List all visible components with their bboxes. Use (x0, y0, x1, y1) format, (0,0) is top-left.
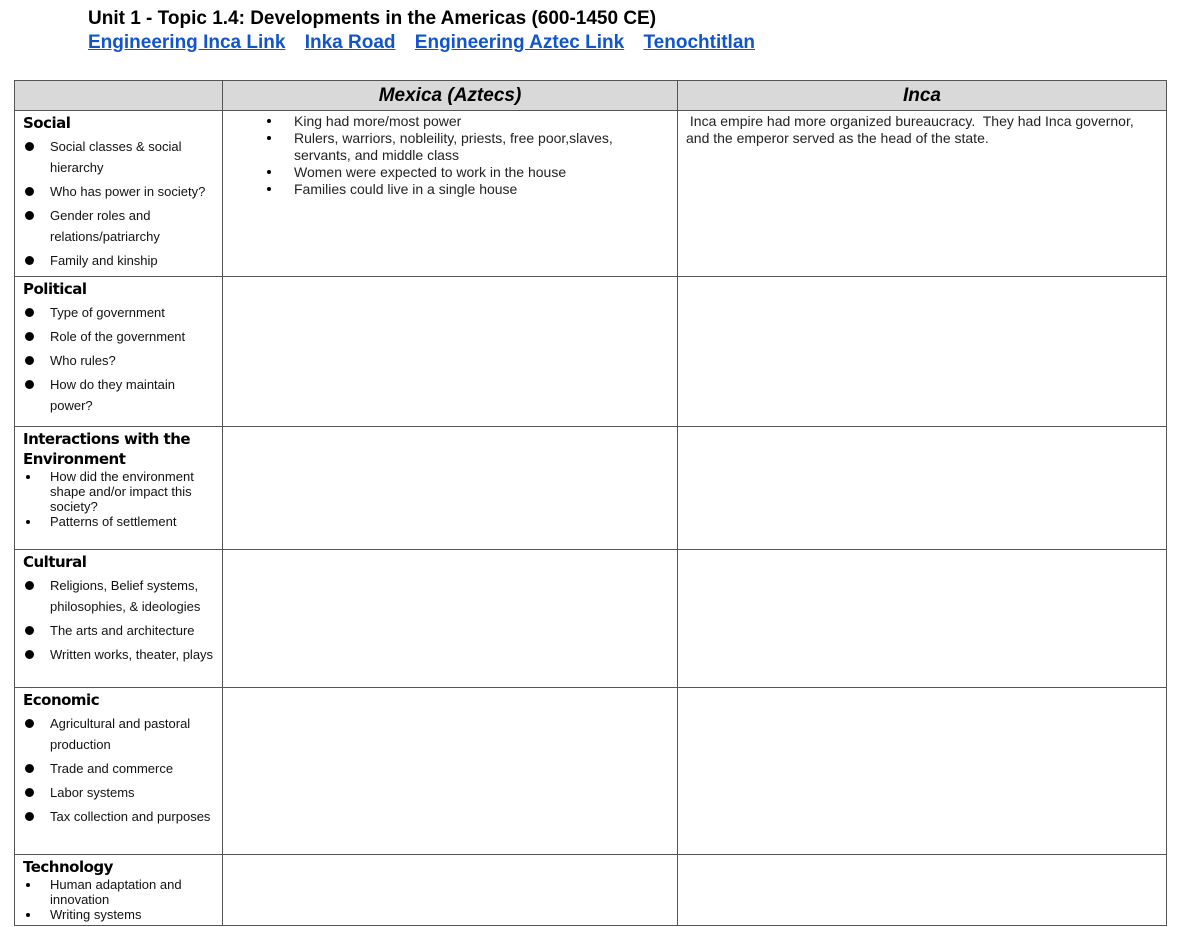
list-item: Human adaptation and innovation (23, 877, 214, 907)
aztec-notes-cell[interactable] (223, 427, 678, 550)
table-row-economic (15, 688, 1167, 855)
category-title: Economic (23, 691, 100, 709)
table-row-social (15, 111, 1167, 277)
category-bullets (23, 713, 214, 827)
aztec-notes-list (231, 113, 669, 198)
header-inca: Inca (678, 81, 1167, 111)
list-item: How do they maintain power? (23, 374, 214, 416)
list-item: King had more/most power (267, 113, 669, 130)
inca-notes-cell[interactable] (678, 277, 1167, 427)
category-bullets (23, 469, 214, 529)
category-bullets (23, 877, 214, 922)
inca-notes-cell[interactable] (678, 855, 1167, 926)
category-cell (15, 855, 223, 926)
list-item: The arts and architecture (23, 620, 214, 641)
list-item: Rulers, warriors, nobleility, priests, free poor,slaves, servants, and middle class (267, 130, 669, 164)
category-title: Social (23, 114, 71, 132)
document-header (88, 7, 769, 55)
inka-road-link[interactable]: Inka Road (304, 32, 396, 53)
list-item: Labor systems (23, 782, 214, 803)
list-item: Tax collection and purposes (23, 806, 214, 827)
table-row-environment (15, 427, 1167, 550)
category-cell (15, 277, 223, 427)
list-item: Agricultural and pastoral production (23, 713, 214, 755)
list-item: Writing systems (23, 907, 214, 922)
list-item: Family and kinship (23, 250, 214, 271)
table-row-technology (15, 855, 1167, 926)
inca-notes-cell[interactable] (678, 688, 1167, 855)
aztec-notes-cell[interactable] (223, 277, 678, 427)
aztec-notes-cell[interactable] (223, 688, 678, 855)
table-header-row (15, 81, 1167, 111)
category-cell (15, 550, 223, 688)
engineering-aztec-link[interactable]: Engineering Aztec Link (414, 32, 625, 53)
category-title: Interactions with the Environment (23, 430, 191, 468)
inca-notes-cell[interactable] (678, 427, 1167, 550)
category-bullets (23, 302, 214, 416)
category-cell (15, 111, 223, 277)
list-item: Written works, theater, plays (23, 644, 214, 665)
category-cell (15, 688, 223, 855)
list-item: Religions, Belief systems, philosophies, & ideologies (23, 575, 214, 617)
engineering-inca-link[interactable]: Engineering Inca Link (88, 32, 286, 53)
list-item: Trade and commerce (23, 758, 214, 779)
list-item: Families could live in a single house (267, 181, 669, 198)
inca-notes-text: Inca empire had more organized bureaucracy. They had Inca governor, and the emperor served as the head of the state. (686, 113, 1138, 146)
list-item: Women were expected to work in the house (267, 164, 669, 181)
list-item: Role of the government (23, 326, 214, 347)
list-item: Who has power in society? (23, 181, 214, 202)
category-title: Technology (23, 858, 113, 876)
aztec-notes-cell[interactable] (223, 111, 678, 277)
category-cell (15, 427, 223, 550)
category-bullets (23, 136, 214, 271)
list-item: Gender roles and relations/patriarchy (23, 205, 214, 247)
list-item: Social classes & social hierarchy (23, 136, 214, 178)
header-blank-cell (15, 81, 223, 111)
inca-notes-cell[interactable] (678, 550, 1167, 688)
link-row (88, 31, 769, 55)
aztec-notes-cell[interactable] (223, 855, 678, 926)
header-aztec: Mexica (Aztecs) (223, 81, 678, 111)
category-bullets (23, 575, 214, 665)
inca-notes-cell[interactable] (678, 111, 1167, 277)
tenochtitlan-link[interactable]: Tenochtitlan (643, 32, 756, 53)
list-item: How did the environment shape and/or impact this society? (23, 469, 214, 514)
list-item: Patterns of settlement (23, 514, 214, 529)
table-row-cultural (15, 550, 1167, 688)
aztec-notes-cell[interactable] (223, 550, 678, 688)
category-title: Cultural (23, 553, 87, 571)
category-title: Political (23, 280, 87, 298)
list-item: Type of government (23, 302, 214, 323)
list-item: Who rules? (23, 350, 214, 371)
page-title: Unit 1 - Topic 1.4: Developments in the Americas (600-1450 CE) (88, 8, 657, 29)
comparison-table (14, 80, 1167, 926)
table-row-political (15, 277, 1167, 427)
